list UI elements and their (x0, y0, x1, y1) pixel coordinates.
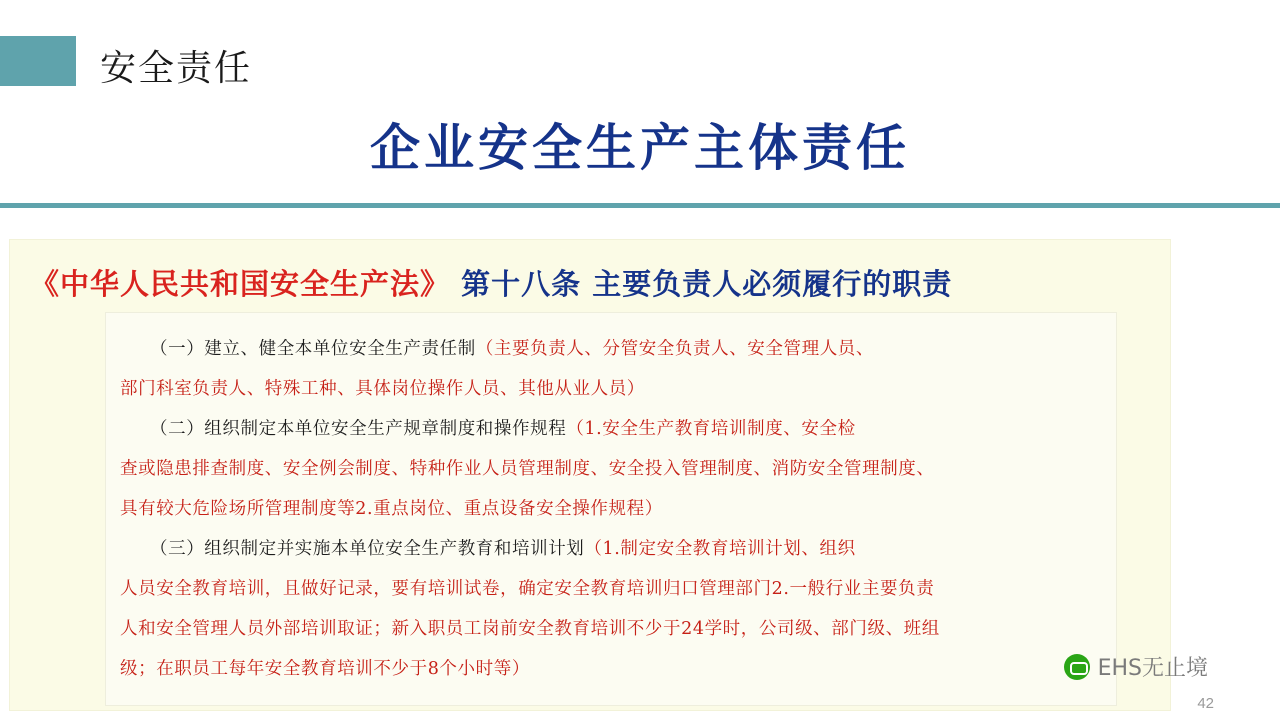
line-text-annotation: （主要负责人、分管安全负责人、安全管理人员、 (475, 339, 875, 359)
line-text-primary: （二）组织制定本单位安全生产规章制度和操作规程 (150, 419, 567, 439)
line-text-primary: （一）建立、健全本单位安全生产责任制 (150, 339, 476, 359)
header-divider (0, 203, 1280, 208)
section-label: 安全责任 (100, 48, 253, 89)
watermark-label: EHS无止境 (1097, 656, 1208, 681)
document-text-block (106, 313, 1116, 689)
document-line (120, 649, 1102, 689)
wechat-icon (1064, 654, 1090, 680)
document-line (120, 409, 1102, 449)
line-text-annotation: （1.制定安全教育培训计划、组织 (584, 539, 856, 559)
document-line (120, 329, 1102, 369)
line-text-primary: （三）组织制定并实施本单位安全生产教育和培训计划 (150, 539, 585, 559)
line-text-annotation: 具有较大危险场所管理制度等2.重点岗位、重点设备安全操作规程） (120, 499, 663, 519)
article-name: 第十八条 主要负责人必须履行的职责 (461, 267, 953, 301)
line-text-annotation: 级；在职员工每年安全教育培训不少于8个小时等） (120, 659, 530, 679)
document-line (120, 609, 1102, 649)
page-number: 42 (1197, 695, 1214, 712)
document-line (120, 369, 1102, 409)
line-text-annotation: （1.安全生产教育培训制度、安全检 (566, 419, 856, 439)
document-line (120, 529, 1102, 569)
header-accent-block (0, 36, 76, 86)
line-text-annotation: 部门科室负责人、特殊工种、具体岗位操作人员、其他从业人员） (120, 379, 645, 399)
content-panel (10, 240, 1170, 710)
watermark (1064, 651, 1208, 682)
line-text-annotation: 人员安全教育培训，且做好记录，要有培训试卷，确定安全教育培训归口管理部门2.一般行业主要负责 (120, 579, 935, 599)
line-text-annotation: 人和安全管理人员外部培训取证；新入职员工岗前安全教育培训不少于24学时，公司级、部门级、班组 (120, 619, 940, 639)
document-line (120, 569, 1102, 609)
panel-heading (30, 262, 1150, 303)
document-line (120, 489, 1102, 529)
slide-header (0, 0, 1280, 210)
law-name: 《中华人民共和国安全生产法》 (30, 267, 451, 301)
page-title: 企业安全生产主体责任 (370, 119, 910, 177)
document-line (120, 449, 1102, 489)
line-text-annotation: 查或隐患排查制度、安全例会制度、特种作业人员管理制度、安全投入管理制度、消防安全管理制度、 (120, 459, 935, 479)
scanned-document-image (105, 312, 1117, 706)
